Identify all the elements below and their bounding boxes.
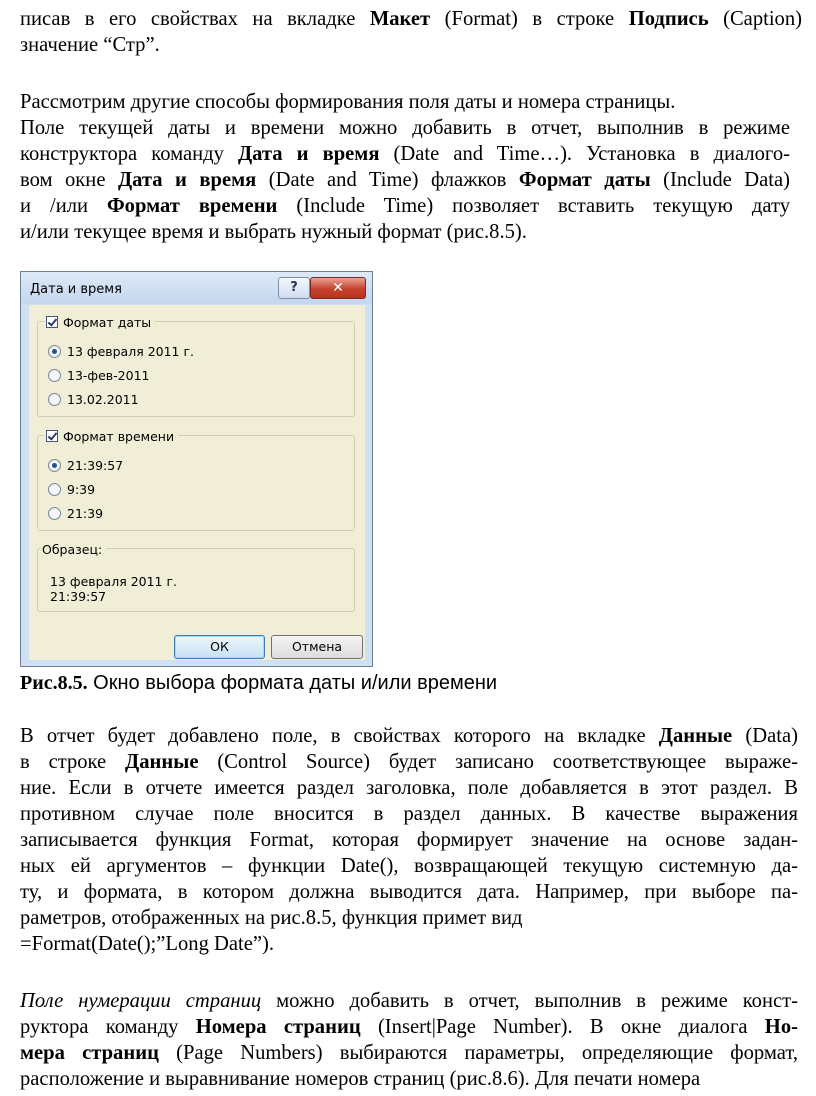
paragraph-page-numbers	[20, 988, 798, 1092]
time-option-short[interactable]: 21:39	[48, 504, 103, 522]
para3-line-4: противном случае поле вносится в раздел данных. В качестве выражения	[20, 803, 798, 825]
sample-label: Образец:	[40, 540, 106, 558]
radio-selected-icon	[48, 459, 61, 472]
sample-date: 13 февраля 2011 г.	[50, 574, 178, 589]
sample-group	[37, 541, 355, 612]
dialog-title: Дата и время	[30, 282, 122, 297]
cancel-button[interactable]: Отмена	[271, 635, 363, 659]
sample-time: 21:39:57	[50, 589, 107, 604]
intro-line-2: значение “Стр”.	[20, 34, 160, 56]
time-format-group	[37, 428, 355, 531]
para2-line-5: и /или Формат времени (Include Time) позволяет вставить текущую дату	[20, 195, 791, 217]
para3-line-7: ту, и формата, в котором должна выводится дата. Например, при выборе па-	[20, 881, 798, 903]
para3-line-5: записывается функция Format, которая формирует значение на основе задан-	[20, 829, 798, 851]
radio-icon	[48, 507, 61, 520]
para2-line-4: вом окне Дата и время (Date and Time) флажков Формат даты (Include Data)	[20, 169, 790, 191]
radio-icon	[48, 483, 61, 496]
para4-line-4: расположение и выравнивание номеров страниц (рис.8.6). Для печати номера	[20, 1068, 701, 1090]
radio-icon	[48, 393, 61, 406]
checkbox-checked-icon	[46, 430, 58, 442]
date-time-dialog	[20, 271, 373, 667]
para3-line-1: В отчет будет добавлено поле, в свойствах которого на вкладке Данные (Data)	[20, 725, 798, 747]
radio-selected-icon	[48, 345, 61, 358]
ok-button[interactable]: ОК	[174, 635, 265, 659]
checkbox-checked-icon	[46, 316, 58, 328]
para4-line-2: руктора команду Номера страниц (Insert|Page Number). В окне диалога Но-	[20, 1016, 798, 1038]
paragraph-date-field	[20, 89, 790, 245]
dialog-title-bar	[21, 272, 372, 304]
include-date-checkbox[interactable]: Формат даты	[44, 313, 155, 331]
figure-caption: Рис.8.5. Окно выбора формата даты и/или времени	[20, 672, 498, 694]
date-option-long[interactable]: 13 февраля 2011 г.	[48, 342, 194, 360]
include-time-checkbox[interactable]: Формат времени	[44, 427, 178, 445]
para2-line-6: и/или текущее время и выбрать нужный формат (рис.8.5).	[20, 221, 527, 243]
dialog-body	[29, 305, 365, 660]
para2-line-2: Поле текущей даты и времени можно добавить в отчет, выполнив в режиме	[20, 117, 790, 139]
help-button[interactable]: ?	[278, 277, 310, 299]
para3-line-8: раметров, отображенных на рис.8.5, функция примет вид	[20, 907, 523, 929]
para3-line-3: ние. Если в отчете имеется раздел заголовка, поле добавляется в этот раздел. В	[20, 777, 798, 799]
time-option-long[interactable]: 21:39:57	[48, 456, 123, 474]
time-option-medium[interactable]: 9:39	[48, 480, 95, 498]
para4-line-3: мера страниц (Page Numbers) выбираются параметры, определяющие формат,	[20, 1042, 799, 1064]
intro-paragraph	[20, 6, 802, 58]
para2-line-3: конструктора команду Дата и время (Date and Time…). Установка в диалого-	[20, 143, 790, 165]
radio-icon	[48, 369, 61, 382]
date-option-short[interactable]: 13.02.2011	[48, 390, 139, 408]
para3-line-6: ных ей аргументов – функции Date(), возвращающей текущую системную да-	[20, 855, 798, 877]
date-format-group	[37, 314, 355, 417]
para4-line-1: Поле нумерации страниц можно добавить в отчет, выполнив в режиме конст-	[20, 990, 798, 1012]
para3-line-2: в строке Данные (Control Source) будет записано соответствующее выраже-	[20, 751, 798, 773]
paragraph-data-field	[20, 723, 798, 957]
para3-line-9: =Format(Date();”Long Date”).	[20, 933, 275, 955]
close-button[interactable]: ✕	[310, 277, 366, 299]
date-option-medium[interactable]: 13-фев-2011	[48, 366, 149, 384]
intro-line-1: писав в его свойствах на вкладке Макет (Format) в строке Подпись (Caption)	[20, 8, 803, 30]
para2-line-1: Рассмотрим другие способы формирования поля даты и номера страницы.	[20, 91, 676, 113]
